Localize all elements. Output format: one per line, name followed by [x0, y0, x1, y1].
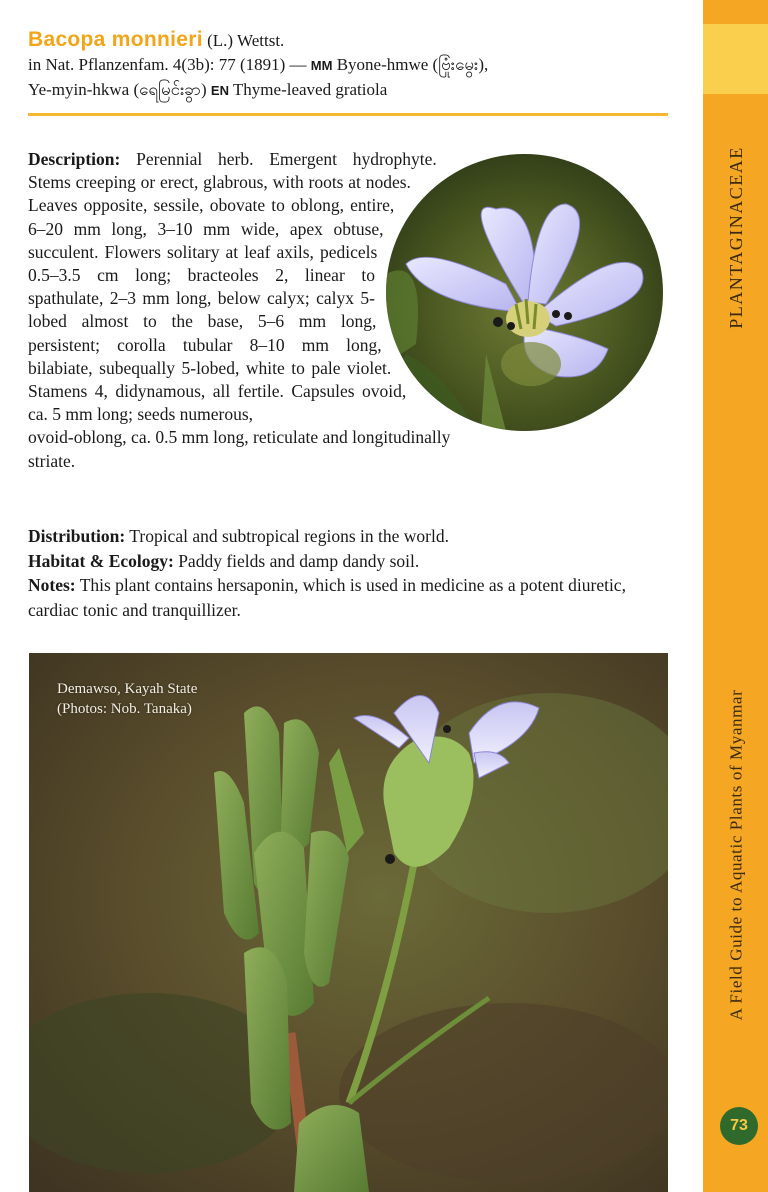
species-header: [28, 28, 668, 103]
scientific-name: Bacopa monnieri: [28, 28, 203, 51]
book-title: A Field Guide to Aquatic Plants of Myanmar: [726, 689, 746, 1021]
family-name: PLANTAGINACEAE: [725, 145, 746, 329]
notes-text: This plant contains hersaponin, which is used in medicine as a potent diuretic, cardiac tonic and tranquillizer.: [28, 575, 626, 620]
en-name: Thyme-leaved gratiola: [232, 80, 388, 99]
flower-closeup-photo: [386, 154, 663, 431]
habitat-paragraph: [28, 549, 668, 574]
sidebar-tab: [703, 24, 768, 94]
description-body: Perennial herb. Emergent hydrophyte. Stems creeping or erect, glabrous, with roots at nodes. Leaves opposite, sessile, obovate to oblong, entire, 6–20 mm long, 3–10 mm wide, apex obtuse, succulent. Flowers solitary at leaf axils, pedicels 0.5–3.5 cm long; bracteoles 2, linear to spathulate, 2–3 mm long, below calyx; calyx 5-lobed almost to the base, 5–6 mm long, persistent; corolla tubular 8–10 mm long, bilabiate, subequally 5-lobed, white to pale violet. Stamens 4, didynamous, all fertile. Capsules ovoid, ca. 5 mm long; seeds numerous,: [28, 149, 437, 425]
distribution-label: Distribution:: [28, 526, 126, 546]
page-number-badge: 73: [720, 1107, 758, 1145]
description-label: Description:: [28, 149, 121, 169]
caption-credit: (Photos: Nob. Tanaka): [57, 701, 192, 717]
caption-location: Demawso, Kayah State: [57, 681, 198, 697]
header-rule: [28, 113, 668, 116]
publication: in Nat. Pflanzenfam. 4(3b): 77 (1891) —: [28, 55, 307, 74]
family-label: [708, 132, 764, 342]
distribution-text: Tropical and subtropical regions in the world.: [129, 526, 449, 546]
en-code: EN: [210, 83, 229, 98]
habitat-label: Habitat & Ecology:: [28, 550, 174, 571]
common-names-line: [28, 78, 668, 103]
distribution-paragraph: [28, 524, 668, 549]
habitat-text: Paddy fields and damp dandy soil.: [178, 550, 420, 571]
ecology-block: [28, 524, 668, 622]
notes-paragraph: [28, 573, 668, 622]
book-title-label: [708, 640, 764, 1070]
publication-line: [28, 53, 668, 78]
description-tail: ovoid-oblong, ca. 0.5 mm long, reticulate and longitudinally striate.: [28, 427, 451, 471]
mm-code: MM: [310, 58, 333, 73]
authority: (L.) Wettst.: [207, 31, 285, 50]
title-line: [28, 28, 668, 53]
notes-label: Notes:: [28, 575, 76, 595]
photo-caption: [57, 679, 197, 719]
mm-name-2: Ye-myin-hkwa (ရေမြင်းခွာ): [28, 80, 207, 99]
mm-name-1: Byone-hmwe (ဗြုံးမွေး),: [336, 55, 489, 74]
plant-habit-photo: [29, 653, 668, 1192]
